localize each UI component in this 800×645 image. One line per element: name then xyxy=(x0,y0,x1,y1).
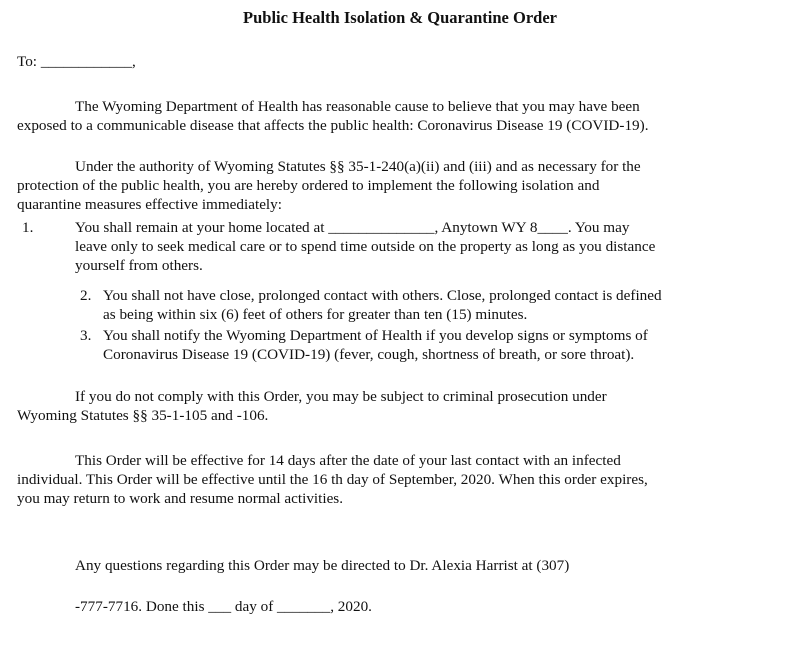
measure-text xyxy=(103,286,793,324)
measure-line: as being within six (6) feet of others for greater than ten (15) minutes. xyxy=(103,306,528,323)
questions-line: Any questions regarding this Order may be directed to Dr. Alexia Harrist at (307) xyxy=(75,557,570,574)
effective-paragraph xyxy=(17,451,787,508)
done-this-line: -777-7716. Done this ___ day of _______, 2020. xyxy=(75,598,372,615)
measure-text xyxy=(103,326,793,364)
measure-number: 1. xyxy=(22,219,34,236)
exposure-paragraph xyxy=(17,97,787,135)
measure-line: You shall notify the Wyoming Department of Health if you develop signs or symptoms of xyxy=(103,327,648,344)
authority-paragraph xyxy=(17,157,787,214)
measure-line: leave only to seek medical care or to spend time outside on the property as long as you distance xyxy=(75,238,656,255)
document-title: Public Health Isolation & Quarantine Order xyxy=(243,8,557,27)
measure-text xyxy=(75,218,790,275)
signature-line xyxy=(17,597,787,616)
authority-line-3: quarantine measures effective immediately: xyxy=(17,196,282,213)
to-line: To: ____________, xyxy=(17,53,136,70)
prosecution-paragraph xyxy=(17,387,787,425)
prosecution-line-1: If you do not comply with this Order, you may be subject to criminal prosecution under xyxy=(75,388,607,405)
measure-line: yourself from others. xyxy=(75,257,203,274)
authority-line-2: protection of the public health, you are hereby ordered to implement the following isolation and xyxy=(17,177,600,194)
exposure-line-1: The Wyoming Department of Health has reasonable cause to believe that you may have been xyxy=(75,98,640,115)
prosecution-line-2: Wyoming Statutes §§ 35-1-105 and -106. xyxy=(17,407,269,424)
measure-line: You shall not have close, prolonged contact with others. Close, prolonged contact is defined xyxy=(103,287,662,304)
measure-number: 2. xyxy=(80,287,92,304)
effective-line-1: This Order will be effective for 14 days after the date of your last contact with an infected xyxy=(75,452,621,469)
effective-line-2: individual. This Order will be effective until the 16 th day of September, 2020. When this order expires, xyxy=(17,471,648,488)
effective-line-3: you may return to work and resume normal activities. xyxy=(17,490,344,507)
measure-line: You shall remain at your home located at ______________, Anytown WY 8____. You may xyxy=(75,219,630,236)
authority-line-1: Under the authority of Wyoming Statutes §§ 35-1-240(a)(ii) and (iii) and as necessary for the xyxy=(75,158,641,175)
questions-paragraph xyxy=(17,556,787,575)
measure-number: 3. xyxy=(80,327,92,344)
exposure-line-2: exposed to a communicable disease that affects the public health: Coronavirus Disease 19 (COVID-19). xyxy=(17,117,649,134)
measure-line: Coronavirus Disease 19 (COVID-19) (fever, cough, shortness of breath, or sore throat). xyxy=(103,346,635,363)
